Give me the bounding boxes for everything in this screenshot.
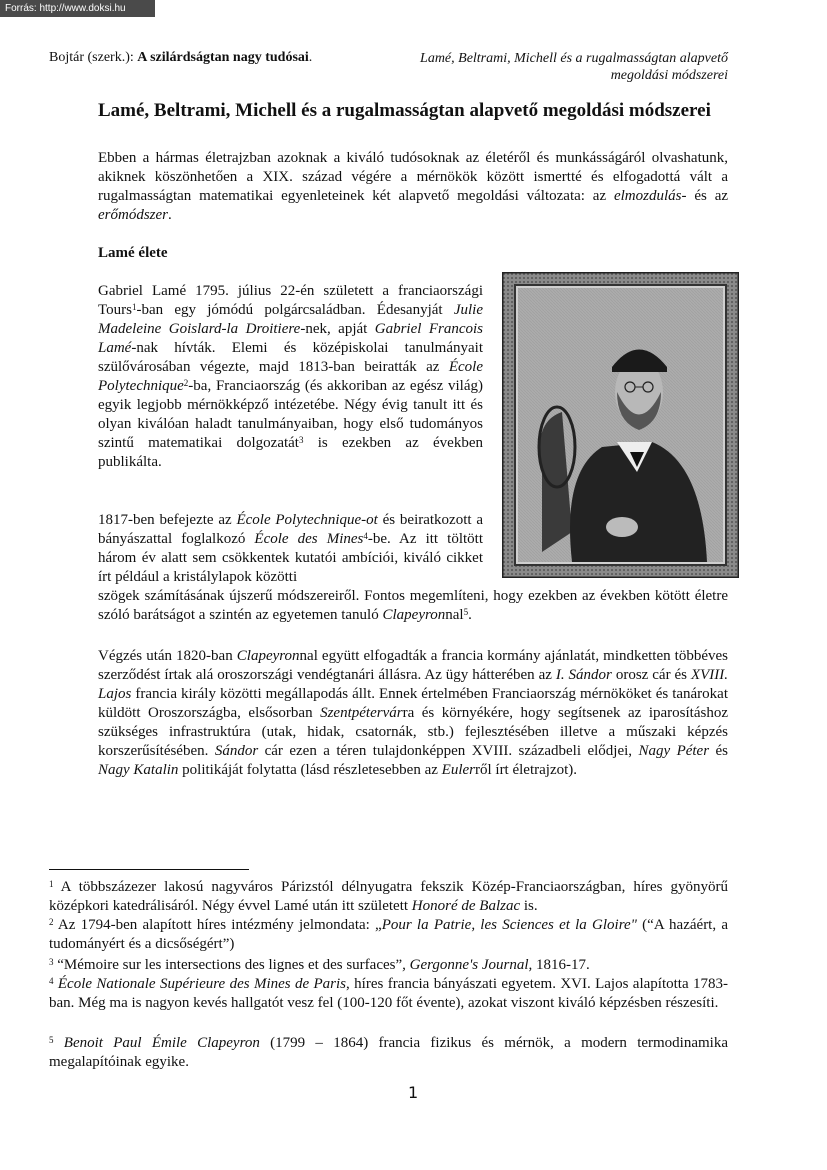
p3-text: nal együtt elfogadták a francia kormány ajánlatát, mindketten többéves szerződést írtak alá oroszországi vendégtanári állásra. Az ügy hátterében az [98, 648, 728, 683]
p2-text: -be. Az itt töltött három év alatt sem csökkentek kutatói ambíciói, kiváló cikket írt például a kristálylapok közötti [98, 531, 483, 585]
p1-text: -ba, Franciaország (és akkoriban az egész világ) egyik legjobb mérnökképző intézetébe. Négy évig tanult itt és olyan kiválóan haladt tanulmányaiban, hogy első tudományos szintű matematikai dolgozatát [98, 378, 483, 451]
p3-emphasis: XVIII. Lajos [98, 667, 728, 702]
footnote-text: is. [520, 898, 538, 914]
footnote-emphasis: Benoit Paul Émile Clapeyron [53, 1035, 260, 1051]
p3-text: politikáját folytatta (lásd részletesebben az [178, 762, 442, 778]
p3-emphasis: Clapeyron [236, 648, 300, 664]
page-title: Lamé, Beltrami, Michell és a rugalmasságtan alapvető megoldási módszerei [98, 100, 711, 121]
p2-emphasis: École Polytechnique-ot [236, 512, 378, 528]
p2-emphasis: Clapeyron [382, 607, 446, 623]
footnote-text: “Mémoire sur les intersections des lignes et des surfaces” [53, 957, 403, 973]
p3-emphasis: Nagy Katalin [98, 762, 179, 778]
p1-text: -ban egy jómódú polgárcsaládban. Édesanyját [136, 302, 454, 318]
footnote-number: 4 [49, 976, 54, 986]
section-heading: Lamé élete [98, 245, 168, 261]
running-header-right [360, 50, 728, 84]
p1-text: is ezekben az években publikálta. [98, 435, 483, 470]
p3-emphasis: Nagy Péter [638, 743, 710, 759]
paragraph-2a [98, 511, 483, 587]
footnote-emphasis: Pour la Patrie, les Sciences et la Gloire" [381, 917, 637, 933]
footnote-3 [49, 956, 728, 975]
lame-portrait-image [502, 272, 739, 578]
p2-text: szögek számításának újszerű módszereiről. Fontos megemlíteni, hogy ezekben az években kötött életre szóló barátságot a szintén az egyetemen tanuló [98, 588, 728, 623]
p3-text: francia király közötti megállapodás állt. Ennek értelmében Franciaország mérnököket és tanárokat küldött Oroszországba, elsősorban [98, 686, 728, 721]
paragraph-1 [98, 282, 483, 472]
footnote-text: (1799 – 1864) francia fizikus és mérnök, a modern termodinamika megalapítóinak egyike. [49, 1035, 728, 1070]
p1-emphasis: Julie Madeleine Goislard-la Droitiere [98, 302, 483, 337]
paragraph-3 [98, 647, 728, 780]
header-prefix: Bojtár (szerk.): [49, 50, 138, 65]
p2-text: nal [445, 607, 464, 623]
footnote-ref: 2 [183, 378, 189, 388]
paragraph-2b [98, 587, 728, 625]
p3-emphasis: Sándor [214, 743, 259, 759]
intro-text: Ebben a hármas életrajzban azoknak a kiváló tudósoknak az életéről és munkásságáról olvashatunk, akiknek köszönhetően a XIX. század végére a mérnökök között ismertté és elfogadottá vált a rugalmasságtan matematikai egyenleteinek két alapvető megoldási változata: az [98, 150, 728, 204]
footnote-text: , híres francia bányászati egyetem. XVI. Lajos alapította 1783-ban. Még ma is nagyon kevés hallgatót vesz fel (100-120 főt évente), azokat viszont kiváló képzésben részesíti. [49, 976, 728, 1011]
intro-emphasis-1: elmozdulás- [613, 188, 687, 204]
footnote-text: 1816-17. [532, 957, 590, 973]
source-banner: Forrás: http://www.doksi.hu [0, 0, 155, 17]
footnote-number: 2 [49, 917, 54, 927]
p2-emphasis: École des Mines [254, 531, 364, 547]
p3-emphasis: Szentpétervár [320, 705, 403, 721]
footnote-ref: 3 [298, 435, 304, 445]
p3-text: Végzés után 1820-ban [98, 648, 237, 664]
header-suffix: . [308, 50, 313, 65]
footnote-number: 3 [49, 957, 54, 967]
p1-emphasis: École Polytechnique [98, 359, 483, 394]
p3-emphasis: Euler [441, 762, 475, 778]
header-book-title: A szilárdságtan nagy tudósai [137, 50, 309, 65]
footnote-2 [49, 916, 728, 954]
p3-emphasis: I. Sándor [555, 667, 612, 683]
intro-emphasis-2: erőmódszer [98, 207, 168, 223]
footnote-5 [49, 1034, 728, 1072]
intro-paragraph [98, 149, 728, 225]
footnote-emphasis: Honoré de Balzac [411, 898, 521, 914]
footnote-ref: 4 [363, 531, 368, 541]
p3-text: cár ezen a téren tulajdonképpen XVIII. századbeli elődjei, [258, 743, 639, 759]
p2-text: 1817-ben befejezte az [98, 512, 237, 528]
page-number: 1 [408, 1083, 419, 1102]
footnote-divider [49, 869, 249, 870]
footnote-emphasis: , Gergonne's Journal, [402, 957, 533, 973]
footnote-text: (“A hazáért, a tudományért és a dicsőségért”) [49, 917, 728, 952]
footnote-4 [49, 975, 728, 1013]
footnote-ref: 1 [131, 302, 137, 312]
p3-text: ra és környékére, hogy segítsenek az iparosításhoz szükséges infrastruktúra (utak, hidak, csatornák, stb.) fejlesztésében illetve a műszaki képzés korszerűsítésében. [98, 705, 728, 759]
intro-text-mid: és az [686, 188, 729, 204]
p1-text: Gabriel Lamé 1795. július 22-én született a franciaországi Tours [98, 283, 483, 318]
intro-text-end: . [168, 207, 172, 223]
p1-emphasis: Gabriel Francois Lamé [98, 321, 484, 356]
footnote-text: A többszázezer lakosú nagyváros Párizstól délnyugatra fekszik Közép-Franciaországban, híres gyönyörű középkori katedrálisáról. Négy évvel Lamé után itt született [49, 879, 728, 914]
footnote-number: 5 [49, 1035, 54, 1045]
footnote-number: 1 [49, 879, 54, 889]
footnote-1 [49, 878, 728, 916]
running-header-left [49, 50, 312, 66]
header-chapter-line1: Lamé, Beltrami, Michell és a rugalmasságtan alapvető [420, 51, 728, 66]
p3-text: és [709, 743, 728, 759]
footnote-text: Az 1794-ben alapított híres intézmény jelmondata: „ [53, 917, 382, 933]
footnote-emphasis: École Nationale Supérieure des Mines de Paris [53, 976, 347, 992]
header-chapter-line2: megoldási módszerei [610, 68, 728, 83]
p3-text: ről írt életrajzot). [474, 762, 578, 778]
p2-text: és beiratkozott a bányászattal foglalkozó [98, 512, 483, 547]
p3-text: orosz cár és [611, 667, 691, 683]
p1-text: -nek, apját [300, 321, 375, 337]
p2-text: . [468, 607, 472, 623]
p1-text: -nak hívták. Elemi és középiskolai tanulmányait szülővárosában végezte, majd 1813-ban beiratták az [98, 340, 483, 375]
footnote-ref: 5 [463, 607, 469, 617]
